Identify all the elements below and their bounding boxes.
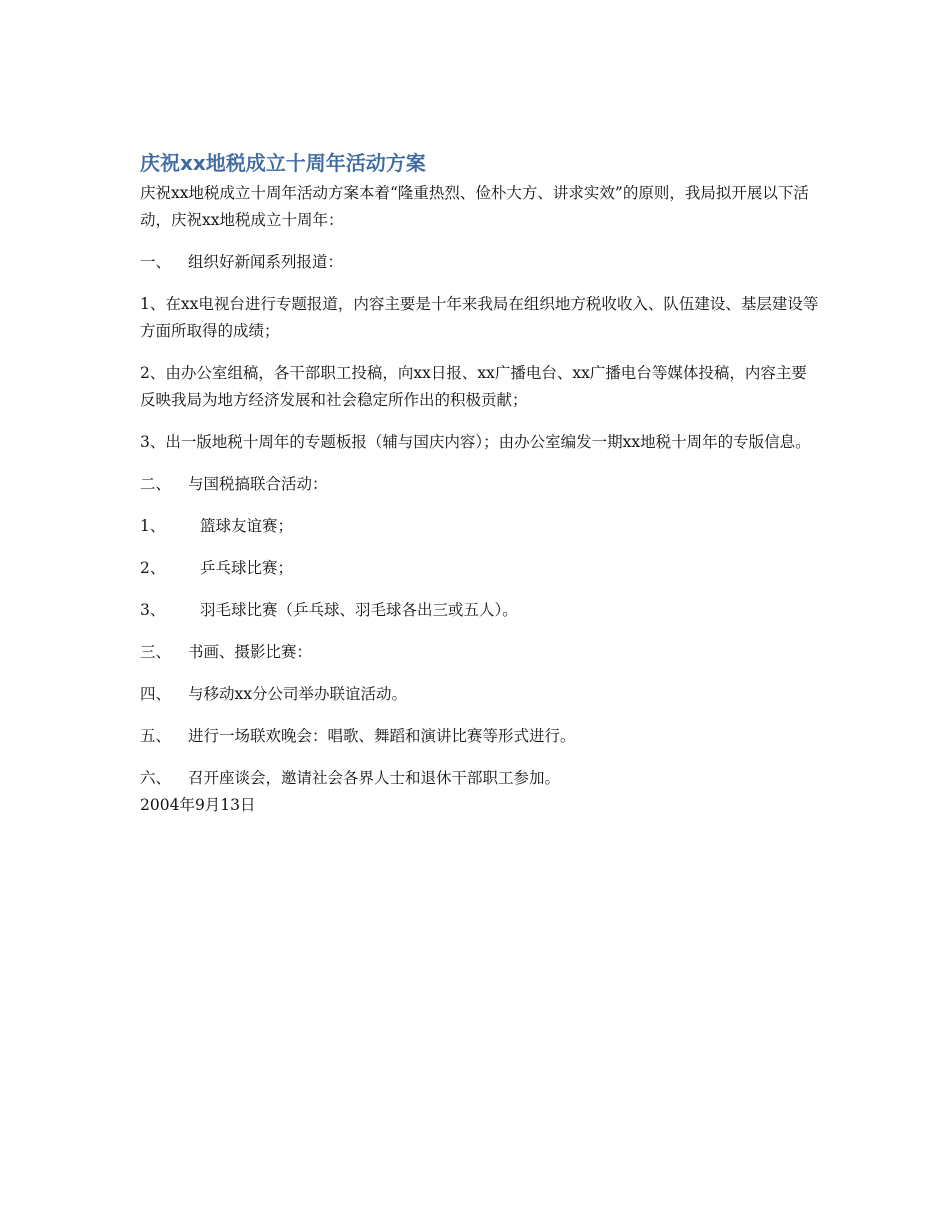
section-number: 二、 [140, 475, 172, 493]
section-number: 五、 [140, 727, 172, 745]
list-text: 篮球友谊赛； [200, 517, 294, 535]
section-text: 召开座谈会，邀请社会各界人士和退休干部职工参加。 [188, 769, 561, 787]
section-heading [140, 681, 820, 708]
section-text: 与移动xx分公司举办联谊活动。 [188, 685, 407, 703]
list-item [140, 513, 820, 540]
document-page [140, 148, 820, 819]
paragraph: 1、在xx电视台进行专题报道，内容主要是十年来我局在组织地方税收收入、队伍建设、基层建设等方面所取得的成绩； [140, 295, 819, 340]
section-text: 与国税搞联合活动： [188, 475, 328, 493]
list-number: 3、 [140, 601, 166, 619]
list-text: 羽毛球比赛（乒乓球、羽毛球各出三或五人）。 [200, 601, 518, 619]
intro-paragraph: 庆祝xx地税成立十周年活动方案本着“隆重热烈、俭朴大方、讲求实效”的原则，我局拟开展以下活动，庆祝xx地税成立十周年： [140, 184, 809, 229]
document-title: 庆祝xx地税成立十周年活动方案 [140, 151, 426, 175]
list-item [140, 555, 820, 582]
section-text: 组织好新闻系列报道： [188, 253, 344, 271]
section-heading [140, 639, 820, 666]
section-heading [140, 471, 820, 498]
list-number: 1、 [140, 517, 166, 535]
paragraph: 3、出一版地税十周年的专题板报（辅与国庆内容）；由办公室编发一期xx地税十周年的专版信息。 [140, 433, 811, 451]
list-number: 2、 [140, 559, 166, 577]
section-heading [140, 765, 820, 792]
section-number: 四、 [140, 685, 172, 703]
section-text: 进行一场联欢晚会：唱歌、舞蹈和演讲比赛等形式进行。 [188, 727, 576, 745]
section-number: 六、 [140, 769, 172, 787]
list-item [140, 597, 820, 624]
section-heading [140, 249, 820, 276]
section-heading [140, 723, 820, 750]
paragraph: 2、由办公室组稿，各干部职工投稿，向xx日报、xx广播电台、xx广播电台等媒体投稿，内容主要反映我局为地方经济发展和社会稳定所作出的积极贡献； [140, 364, 807, 409]
document-date: 2004年9月13日 [140, 796, 256, 814]
section-number: 三、 [140, 643, 172, 661]
section-text: 书画、摄影比赛： [188, 643, 313, 661]
list-text: 乒乓球比赛； [200, 559, 294, 577]
section-number: 一、 [140, 253, 172, 271]
